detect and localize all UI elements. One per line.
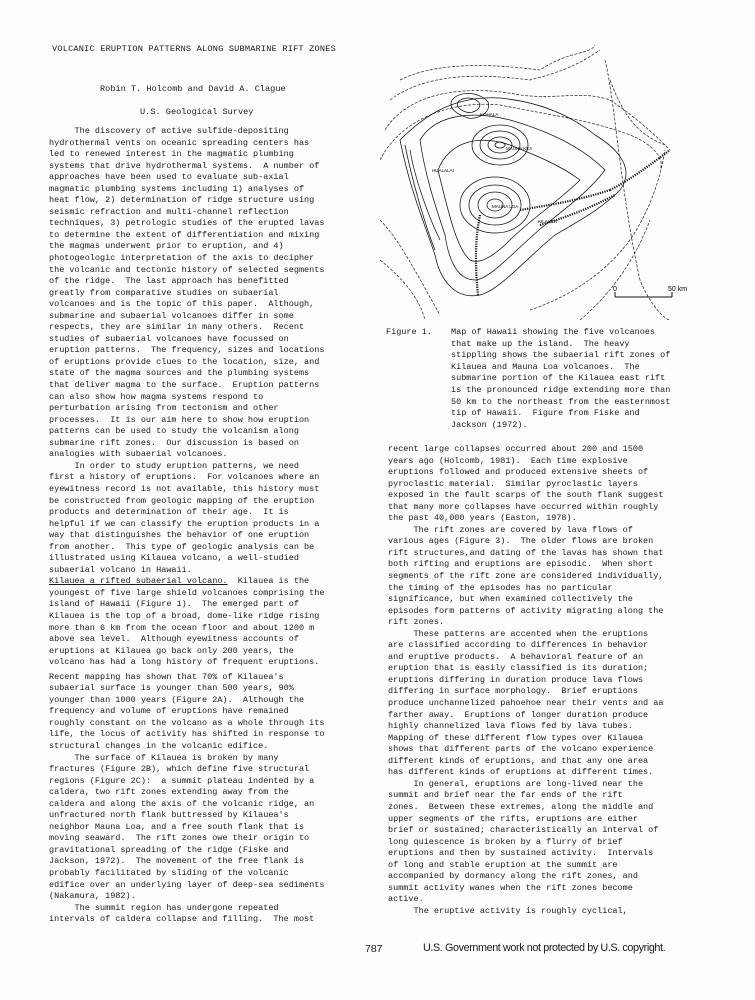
text-line: gravitational spreading of the ridge (Fiske and: [49, 844, 289, 855]
text-line: the volcanic and tectonic history of selected segments: [49, 264, 325, 275]
map-label-kilauea: KILAUEA: [538, 219, 558, 224]
text-line: of the ridge. The last approach has benefitted: [49, 276, 289, 287]
text-line: recent large collapses occurred about 200 and 1500: [388, 444, 644, 454]
text-line: differing in surface morphology. Brief eruptions: [388, 686, 638, 697]
section-heading-line: [49, 576, 324, 588]
text-line: volcano has had a long history of frequent eruptions.: [49, 657, 320, 668]
author-affiliation: U.S. Geological Survey: [140, 107, 254, 117]
text-line: Mapping of these different flow types over Kilauea: [388, 732, 644, 743]
figure-label: Figure 1.: [386, 327, 432, 337]
text-line: moving seaward. The rift zones owe their origin to: [49, 833, 310, 844]
text-line: structural changes in the volcanic edifice.: [49, 740, 269, 751]
page-number: 787: [365, 943, 383, 955]
map-label-kohala: KOHALA: [480, 112, 499, 117]
text-line: (Nakamura, 1982).: [49, 891, 136, 902]
hawaii-contour-map: [380, 40, 720, 320]
scale-end-label: 50 km: [668, 286, 688, 293]
figure-caption: [451, 327, 670, 431]
text-line: rift structures,and dating of the lavas has shown that: [388, 547, 664, 558]
text-line: greatly from comparative studies on subaerial: [49, 287, 279, 298]
text-line: brief or sustained; characteristically an interval of: [388, 825, 659, 836]
text-line: be constructed from geologic mapping of the eruption: [49, 495, 315, 506]
scale-bar: [613, 286, 687, 297]
text-line: above sea level. Although eyewitness accounts of: [49, 634, 299, 645]
text-line: seismic refraction and multi-channel reflection: [49, 206, 289, 217]
text-line: subaerial volcano in Hawaii.: [49, 564, 192, 575]
text-line: way that distinguishes the behavior of one eruption: [49, 530, 310, 541]
caption-line: tip of Hawaii. Figure from Fiske and: [451, 408, 640, 419]
text-line: submarine and subaerial volcanoes differ in some: [49, 310, 294, 321]
text-line: approaches have been used to evaluate sub-axial: [49, 172, 289, 183]
text-line: and eruptive products. A behavioral feature of an: [388, 651, 644, 662]
text-line: illustrated using Kilauea volcano, a well-studied: [49, 553, 299, 564]
text-line: that deliver magma to the surface. Eruption patterns: [49, 380, 320, 391]
text-line: Jackson, 1972). The movement of the free flank is: [49, 856, 305, 867]
text-line: caldera and along the axis of the volcanic ridge, an: [49, 798, 315, 809]
text-line: These patterns are accented when the eruptions: [388, 628, 649, 639]
text-line: caldera, two rift zones extending away from the: [49, 787, 289, 798]
text-line: upper segments of the rifts, eruptions are either: [388, 813, 638, 824]
text-line: volcanoes and is the topic of this paper. Although,: [49, 299, 315, 310]
map-label-mauna-loa: MAUNA LOA: [492, 204, 519, 209]
text-line: heat flow, 2) determination of ridge structure using: [49, 195, 315, 206]
text-line: probably facilitated by sliding of the volcanic: [49, 868, 289, 878]
text-line: products and determination of their age. It is: [49, 507, 289, 518]
text-line: island of Hawaii (Figure 1). The emerged part of: [49, 599, 299, 610]
text-line: more than 6 km from the ocean floor and about 1200 m: [49, 622, 315, 633]
map-label-mauna-kea: MAUNA KEA: [506, 146, 533, 151]
caption-line: submarine portion of the Kilauea east rift: [451, 373, 666, 384]
text-line: that many more collapses have occurred within roughly: [388, 501, 659, 512]
text-line: unfractured north flank buttressed by Kilauea's: [49, 810, 289, 821]
text-line: eruptions and then by sustained activity. Intervals: [388, 848, 654, 859]
text-line: regions (Figure 2C): a summit plateau indented by a: [49, 775, 315, 786]
text-line: led to renewed interest in the magmatic plumbing: [49, 149, 294, 160]
text-line: eruption that is easily classified is its duration;: [388, 663, 649, 674]
text-line: summit and brief near the far ends of the rift: [388, 790, 623, 801]
text-line: highly channelized lava flows fed by lava tubes.: [388, 721, 633, 732]
scale-start-label: 0: [613, 286, 617, 293]
text-line: first a history of eruptions. For volcanoes where an: [49, 472, 320, 483]
text-line: both rifting and eruptions are episodic. When short: [388, 559, 654, 570]
text-line: In order to study eruption patterns, we need: [49, 460, 299, 471]
text-line: life, the locus of activity has shifted in response to: [49, 729, 325, 740]
text-line: years ago (Holcomb, 1981). Each time explosive: [388, 455, 628, 466]
text-line: Recent mapping has shown that 70% of Kilauea's: [49, 671, 284, 682]
text-line: zones. Between these extremes, along the middle and: [388, 801, 654, 812]
text-line: to determine the extent of differentiation and mixing: [49, 229, 320, 240]
caption-line: 50 km to the northeast from the easternmost: [451, 396, 671, 407]
text-line: respects, they are similar in many others. Recent: [49, 322, 305, 333]
text-line: analogies with subaerial volcanoes.: [49, 449, 228, 460]
caption-line: Jackson (1972).: [451, 419, 528, 430]
text-line: accompanied by dormancy along the rift zones, and: [388, 871, 638, 882]
text-line: The surface of Kilauea is broken by many: [49, 752, 279, 763]
text-line: youngest of five large shield volcanoes comprising the: [49, 587, 325, 598]
text-line: eyewitness record is not available, this history must: [49, 483, 320, 494]
text-line: systems that drive hydrothermal systems. A number of: [49, 160, 320, 171]
text-line: fractures (Figure 2B), which define five structural: [49, 764, 310, 775]
caption-line: Map of Hawaii showing the five volcanoes: [451, 327, 656, 337]
text-line: frequency and volume of eruptions have remained: [49, 706, 289, 717]
text-line: hydrothermal vents on oceanic spreading centers has: [49, 137, 310, 148]
text-line: The eruptive activity is roughly cyclical,: [388, 905, 628, 916]
right-column-body: [388, 444, 663, 917]
text-line: episodes form patterns of activity migrating along the: [388, 605, 664, 616]
paper-authors: Robin T. Holcomb and David A. Clague: [100, 84, 286, 94]
text-line: from another. This type of geologic analysis can be: [49, 541, 315, 552]
caption-line: Kilauea and Mauna Loa volcanoes. The: [451, 361, 640, 372]
text-line: photogeologic interpretation of the axis to decipher: [49, 253, 315, 264]
left-column-body: [49, 126, 324, 926]
text-line: are classified according to differences in behavior: [388, 640, 649, 651]
text-line: significance, but when examined collectively the: [388, 594, 633, 605]
text-line: eruption patterns. The frequency, sizes and locations: [49, 345, 325, 356]
text-line: perturbation arising from tectonism and other: [49, 403, 279, 414]
text-line: has different kinds of eruptions at different times.: [388, 767, 654, 778]
paper-title: VOLCANIC ERUPTION PATTERNS ALONG SUBMARINE RIFT ZONES: [52, 44, 336, 54]
text-line: edifice over an underlying layer of deep-sea sediments: [49, 879, 325, 890]
text-line: processes. It is our aim here to show how eruption: [49, 414, 310, 425]
text-line: intervals of caldera collapse and filling. The most: [49, 914, 315, 925]
text-line: In general, eruptions are long-lived near the: [388, 778, 644, 789]
text-line: studies of subaerial volcanoes have focussed on: [49, 333, 289, 344]
map-label-hualalai: HUALALAI: [432, 168, 454, 173]
text-line: exposed in the fault scarps of the south flank suggest: [388, 490, 664, 501]
text-line: of eruptions provide clues to the location, size, and: [49, 356, 320, 367]
text-line: helpful if we can classify the eruption products in a: [49, 518, 320, 529]
text-line: techniques, 3) petrologic studies of the erupted lavas: [49, 218, 325, 229]
caption-line: that make up the island. The heavy: [451, 338, 630, 349]
text-line: Kilauea is the top of a broad, dome-like ridge rising: [49, 610, 320, 621]
text-line: The rift zones are covered by lava flows of: [388, 524, 633, 535]
text-line: shows that different parts of the volcano experience: [388, 744, 654, 755]
text-line: subaerial surface is younger than 500 years, 90%: [49, 683, 294, 694]
copyright-notice: U.S. Government work not protected by U.S. copyright.: [423, 942, 666, 954]
text-line: The discovery of active sulfide-depositing: [49, 126, 289, 136]
text-line: eruptions at Kilauea go back only 200 years, the: [49, 645, 294, 656]
text-line: summit activity wanes when the rift zones become: [388, 882, 633, 893]
text-line: patterns can be used to study the volcanism along: [49, 426, 299, 437]
text-line: younger than 1000 years (Figure 2A). Although the: [49, 694, 305, 705]
text-line: magmatic plumbing systems including 1) analyses of: [49, 183, 305, 194]
text-line: of long and stable eruption at the summit are: [388, 859, 618, 870]
text-line: roughly constant on the volcano as a whole through its: [49, 717, 325, 728]
text-line: produce unchannelized pahoehoe near their vents and aa: [388, 698, 664, 709]
text-line: segments of the rift zone are considered individually,: [388, 571, 664, 582]
caption-line: is the pronounced ridge extending more than: [451, 384, 671, 395]
text-line: long quiescence is broken by a flurry of brief: [388, 836, 623, 847]
text-line: the timing of the episodes has no particular: [388, 582, 613, 593]
text-line: different kinds of eruptions, and that any one area: [388, 755, 649, 766]
section-heading: Kilauea a rifted subaerial volcano.: [49, 576, 228, 587]
text-line: active.: [388, 894, 424, 905]
text-line: submarine rift zones. Our discussion is based on: [49, 437, 299, 448]
text-line: pyroclastic material. Similar pyroclastic layers: [388, 478, 638, 489]
text-line: farther away. Eruptions of longer duration produce: [388, 709, 649, 720]
text-line: various ages (Figure 3). The older flows are broken: [388, 536, 654, 547]
text-line: state of the magma sources and the plumbing systems: [49, 368, 310, 379]
text-line: eruptions differing in duration produce lava flows: [388, 674, 644, 685]
text-line: the magmas underwent prior to eruption, and 4): [49, 241, 284, 252]
caption-line: stippling shows the subaerial rift zones of: [451, 350, 671, 361]
text-line: The summit region has undergone repeated: [49, 902, 279, 913]
text-line: neighbor Mauna Loa, and a free south flank that is: [49, 821, 305, 832]
text-line: the past 40,000 years (Easton, 1978).: [388, 513, 577, 524]
text-line: eruptions followed and produced extensive sheets of: [388, 467, 649, 478]
section-heading-rest: Kilauea is the: [227, 576, 310, 587]
text-line: rift zones.: [388, 617, 445, 628]
text-line: can also show how magma systems respond to: [49, 391, 264, 402]
